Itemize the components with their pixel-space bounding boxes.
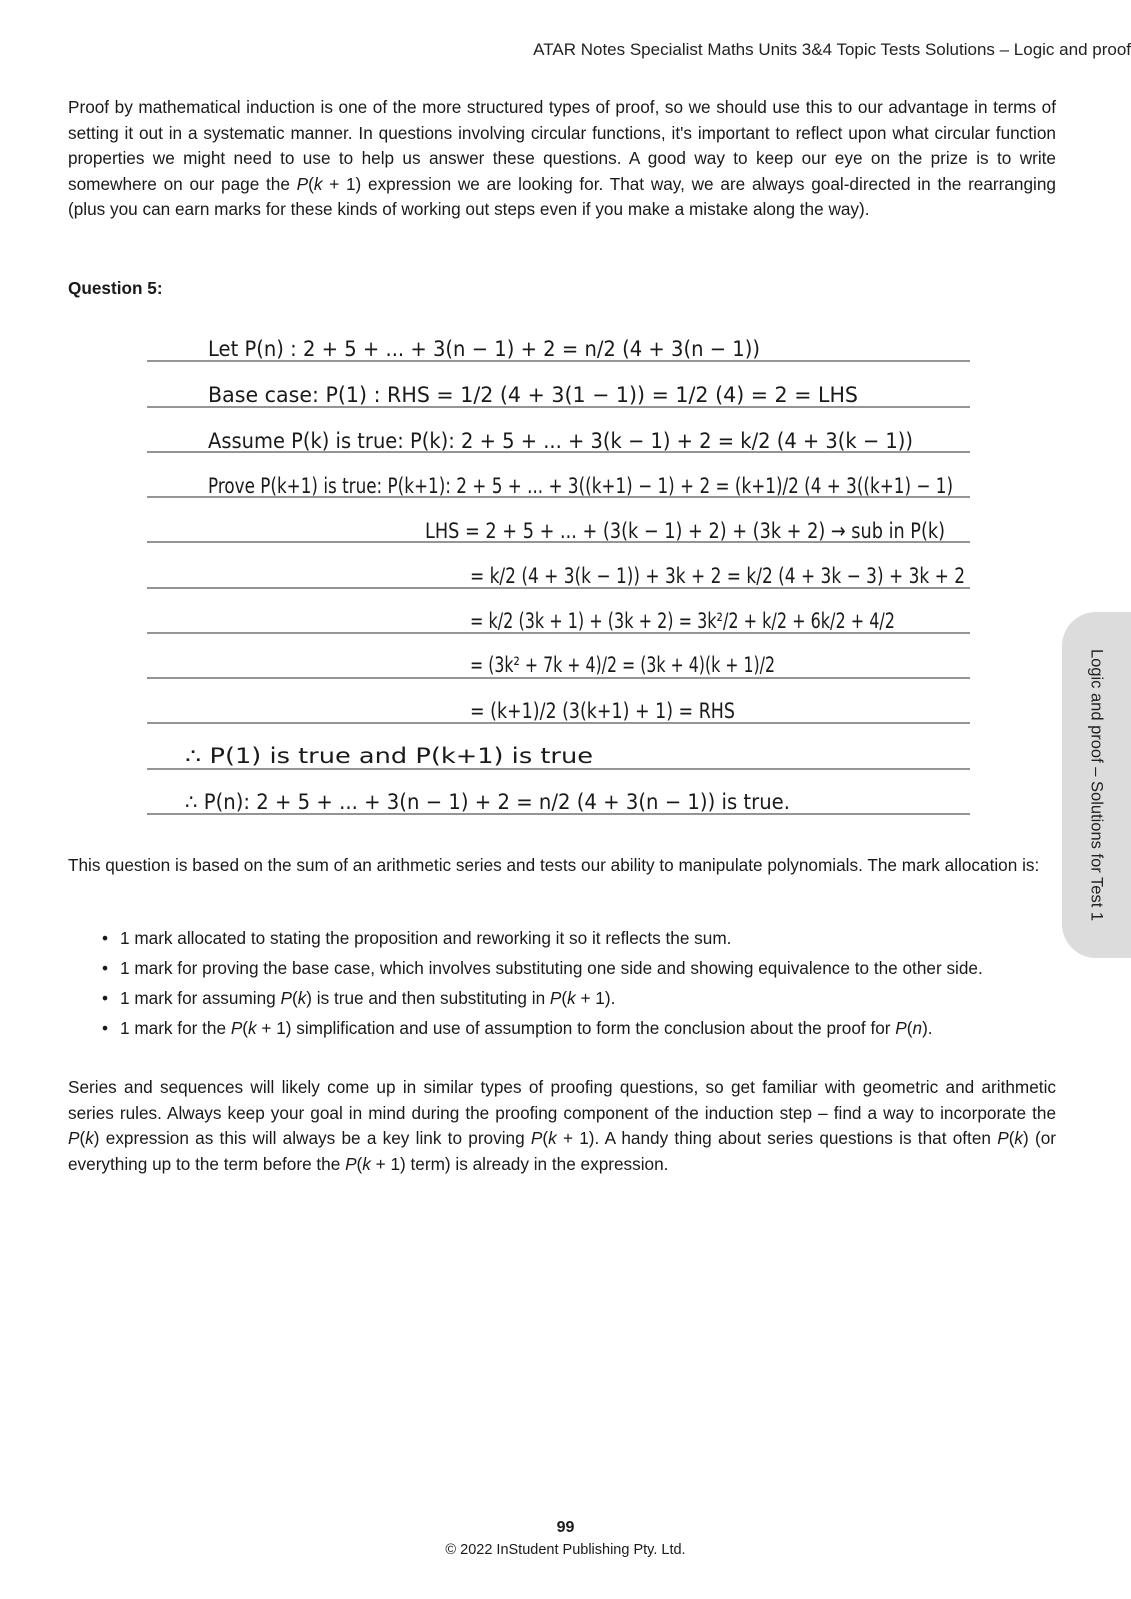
text-run: ( xyxy=(291,988,298,1008)
math-var: k xyxy=(362,1153,371,1174)
question-heading: Question 5: xyxy=(68,278,163,298)
working-line-4: Prove P(k+1) is true: P(k+1): 2 + 5 + ... + 3((k+1) − 1) + 2 = (k+1)/2 (4 + 3((k+1) − 1) xyxy=(208,474,953,498)
list-item xyxy=(100,1013,1060,1043)
text-run: ) is true and then substituting in xyxy=(306,988,550,1008)
working-line-8: = (3k² + 7k + 4)/2 = (3k + 4)(k + 1)/2 xyxy=(470,653,775,677)
math-var: k xyxy=(548,1128,557,1148)
copyright-notice: © 2022 InStudent Publishing Pty. Ltd. xyxy=(445,1542,686,1558)
working-line-9: = (k+1)/2 (3(k+1) + 1) = RHS xyxy=(470,699,735,723)
math-var: P xyxy=(549,988,562,1008)
text-run: ) (or everything up to the term before the xyxy=(68,1128,1056,1174)
list-item xyxy=(100,953,1060,983)
text-run: + 1) simplification and use of assumption to form the conclusion about the proof for xyxy=(256,1018,896,1038)
working-line-6: = k/2 (4 + 3(k − 1)) + 3k + 2 = k/2 (4 + 3k − 3) + 3k + 2 xyxy=(470,564,965,588)
working-line-10: ∴ P(1) is true and P(k+1) is true xyxy=(185,744,593,768)
text-run: ( xyxy=(356,1153,363,1174)
working-line-11: ∴ P(n): 2 + 5 + ... + 3(n − 1) + 2 = n/2 (4 + 3(n − 1)) is true. xyxy=(185,790,790,814)
working-line-2: Base case: P(1) : RHS = 1/2 (4 + 3(1 − 1)) = 1/2 (4) = 2 = LHS xyxy=(208,383,858,407)
page-number: 99 xyxy=(556,1519,575,1536)
text-run: ) expression as this will always be a key link to proving xyxy=(93,1128,531,1148)
math-var: k xyxy=(85,1128,94,1148)
working-line-5: LHS = 2 + 5 + ... + (3(k − 1) + 2) + (3k + 2) → sub in P(k) xyxy=(425,519,945,543)
text-run: ( xyxy=(561,988,568,1008)
math-var: k xyxy=(248,1018,257,1038)
math-var: k xyxy=(567,988,576,1008)
list-item xyxy=(100,983,1060,1013)
text-run: ( xyxy=(542,1128,549,1148)
text-run: Proof by mathematical induction is one of the more structured types of proof, so we should use this to our advantage in terms of setting it out in a systematic manner. In questions involving circular functions, it's important to reflect upon what circular function properties we might need to use to help us answer these questions. A good way to keep our eye on the prize is to write somewhere on our page the xyxy=(68,97,1056,194)
text-run: + 1). xyxy=(575,988,616,1008)
math-var: P xyxy=(230,1018,243,1038)
list-item xyxy=(100,923,1060,953)
text-run: ( xyxy=(308,173,314,194)
text-run: + 1) term) is already in the expression. xyxy=(370,1153,669,1174)
text-run: ). xyxy=(922,1018,933,1038)
text-run: ( xyxy=(906,1018,913,1038)
working-line-7: = k/2 (3k + 1) + (3k + 2) = 3k²/2 + k/2 + 6k/2 + 4/2 xyxy=(470,609,895,633)
working-line-3: Assume P(k) is true: P(k): 2 + 5 + ... + 3(k − 1) + 2 = k/2 (4 + 3(k − 1)) xyxy=(208,429,913,453)
analysis-paragraph: This question is based on the sum of an arithmetic series and tests our ability to manipulate polynomials. The mark allocation is: xyxy=(68,855,1040,875)
text-run: ( xyxy=(79,1128,86,1148)
text-run: ( xyxy=(1008,1128,1015,1148)
text-run: Series and sequences will likely come up in similar types of proofing questions, so get familiar with geometric and arithmetic series rules. Always keep your goal in mind during the proofing component of the induction step – find a way to incorporate the xyxy=(68,1077,1056,1123)
math-var: k xyxy=(1014,1128,1024,1148)
text-run: ( xyxy=(242,1018,249,1038)
text-run: + 1) expression we are looking for. That way, we are always goal-directed in the rearranging (plus you can earn marks for these kinds of working out steps even if you make a mistake along the way). xyxy=(68,173,1056,219)
text-run: 1 mark for assuming xyxy=(120,988,281,1008)
math-var: P xyxy=(68,1128,80,1148)
running-header: ATAR Notes Specialist Maths Units 3&4 Topic Tests Solutions – Logic and proof xyxy=(533,40,1131,59)
text-run: + 1). A handy thing about series questions is that often xyxy=(556,1128,998,1148)
text-run: 1 mark allocated to stating the proposition and reworking it so it reflects the sum. xyxy=(120,928,732,948)
side-tab-label: Logic and proof – Solutions for Test 1 xyxy=(1087,648,1106,922)
math-var: P xyxy=(296,173,309,194)
text-run: 1 mark for proving the base case, which involves substituting one side and showing equivalence to the other side. xyxy=(120,958,983,978)
math-var: P xyxy=(530,1128,543,1148)
working-line-1: Let P(n) : 2 + 5 + ... + 3(n − 1) + 2 = n/2 (4 + 3(n − 1)) xyxy=(208,337,760,361)
math-var: P xyxy=(895,1018,907,1038)
math-var: n xyxy=(912,1018,923,1038)
math-var: P xyxy=(280,988,292,1008)
text-run: 1 mark for the xyxy=(120,1018,231,1038)
math-var: P xyxy=(345,1153,357,1174)
math-var: k xyxy=(297,988,307,1008)
math-var: P xyxy=(997,1128,1009,1148)
math-var: k xyxy=(313,173,323,194)
closing-paragraph xyxy=(68,1075,1056,1177)
mark-allocation-list xyxy=(100,923,1060,1043)
